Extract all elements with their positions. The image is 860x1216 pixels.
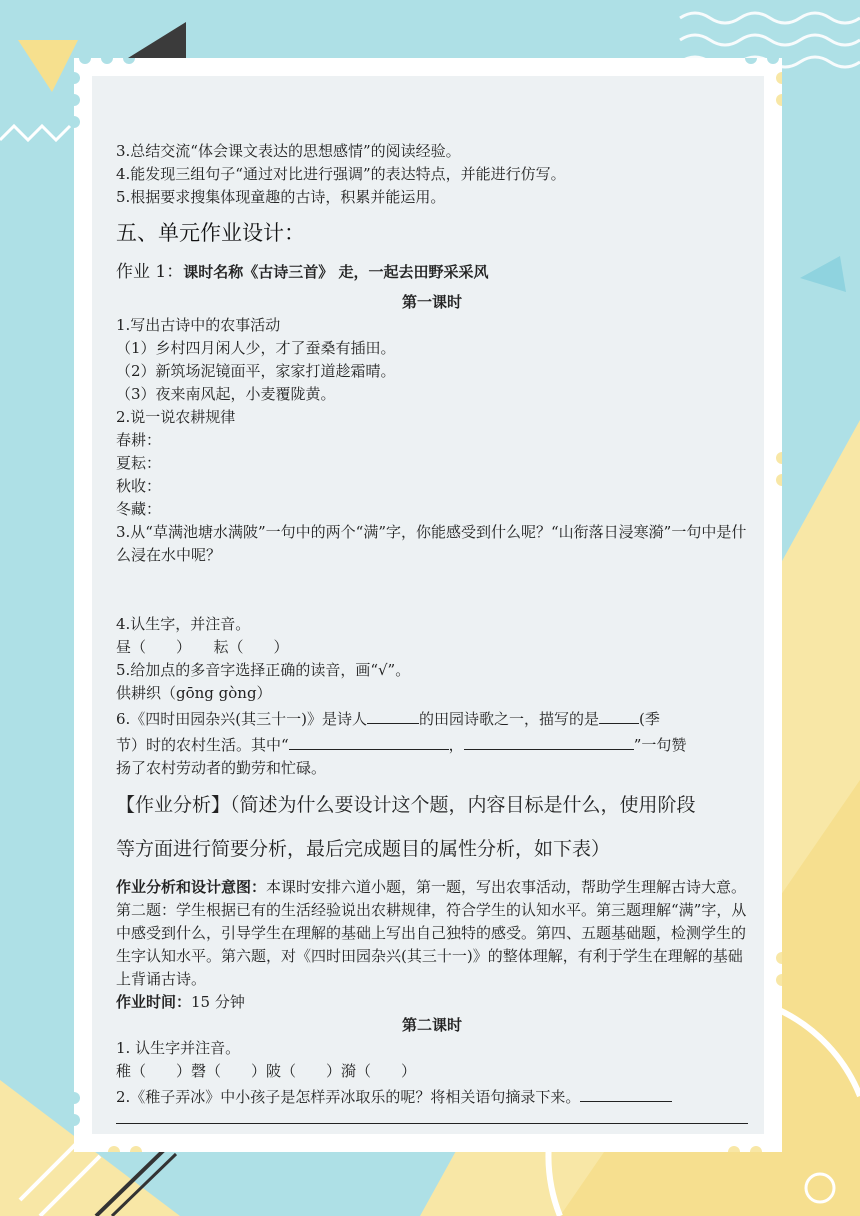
analysis-line2: 等方面进行简要分析，最后完成题目的属性分析，如下表） <box>116 838 611 860</box>
q6-text-a: 6.《四时田园杂兴(其三十一)》是诗人 <box>116 710 368 728</box>
time-value: 15 分钟 <box>191 993 245 1011</box>
lesson2-q1: 1. 认生字并注音。 <box>116 1039 241 1057</box>
lesson1-q2: 2.说一说农耕规律 <box>116 408 236 426</box>
verse-blank-2[interactable] <box>464 731 634 750</box>
yellow-triangle-shape <box>18 40 78 92</box>
time-label: 作业时间： <box>116 993 192 1011</box>
lesson1-q6-line1 <box>116 705 748 731</box>
lesson1-q1-item: （1）乡村四月闲人少，才了蚕桑有插田。 <box>116 339 396 357</box>
lesson1-q1-item: （2）新筑场泥镜面平，家家打道趁霜晴。 <box>116 362 396 380</box>
design-label: 作业分析和设计意图： <box>116 878 267 896</box>
answer-space <box>116 567 748 613</box>
season-spring: 春耕： <box>116 431 162 449</box>
season-autumn: 秋收： <box>116 477 162 495</box>
q6-text-d: 节）时的农村生活。其中“ <box>116 736 289 754</box>
poet-blank[interactable] <box>367 705 419 724</box>
blue-triangle-shape <box>800 256 846 292</box>
design-intent <box>116 876 748 991</box>
homework-prefix: 作业 1： <box>116 262 184 282</box>
excerpt-line[interactable] <box>116 1109 748 1124</box>
lesson1-q1: 1.写出古诗中的农事活动 <box>116 316 281 334</box>
homework-title <box>116 259 748 285</box>
objective-4: 4.能发现三组句子“通过对比进行强调”的表达特点，并能进行仿写。 <box>116 165 566 183</box>
q6-text-f: ”一句赞 <box>633 736 687 754</box>
q6-text-c: (季 <box>639 710 660 728</box>
q6-text-e: ， <box>448 736 464 754</box>
homework-time <box>116 991 748 1014</box>
lesson2-q2 <box>116 1083 748 1109</box>
lesson2-title: 第二课时 <box>401 1016 462 1034</box>
document-content <box>116 140 748 1124</box>
season-summer: 夏耘： <box>116 454 162 472</box>
lesson1-q6-line2 <box>116 731 748 757</box>
excerpt-blank[interactable] <box>580 1083 672 1102</box>
lesson1-q4-chars: 昼（ ） 耘（ ） <box>116 638 289 656</box>
analysis-line1: 【作业分析】（简述为什么要设计这个题，内容目标是什么，使用阶段 <box>116 794 696 816</box>
lesson1-q4: 4.认生字，并注音。 <box>116 615 251 633</box>
lesson2-q2-text: 2.《稚子弄冰》中小孩子是怎样弄冰取乐的呢？将相关语句摘录下来。 <box>116 1088 581 1106</box>
lesson1-q3: 3.从“草满池塘水满陂”一句中的两个“满”字，你能感受到什么呢？“山衔落日浸寒漪”一句中是什么浸在水中呢？ <box>116 523 747 564</box>
lesson1-q5-item: 供耕织（gōng gòng） <box>116 684 272 702</box>
design-text: 本课时安排六道小题，第一题，写出农事活动，帮助学生理解古诗大意。第二题：学生根据已有的生活经验说出农耕规律，符合学生的认知水平。第三题理解“满”字，从中感受到什么，引导学生在理解的基础上写出自己独特的感受。第四、五题基础题，检测学生的生字认知水平。第六题，对《四时田园杂兴(其三十一)》的整体理解，有利于学生在理解的基础上背诵古诗。 <box>116 878 747 988</box>
lesson1-title: 第一课时 <box>401 293 462 311</box>
objective-3: 3.总结交流“体会课文表达的思想感情”的阅读经验。 <box>116 142 461 160</box>
verse-blank-1[interactable] <box>289 731 449 750</box>
season-winter: 冬藏： <box>116 500 162 518</box>
homework-name: 课时名称《古诗三首》 走，一起去田野采采风 <box>183 263 489 281</box>
lesson1-q1-item: （3）夜来南风起，小麦覆陇黄。 <box>116 385 336 403</box>
q6-text-b: 的田园诗歌之一，描写的是 <box>419 710 600 728</box>
section-heading: 五、单元作业设计： <box>116 221 305 245</box>
lesson1-q5: 5.给加点的多音字选择正确的读音，画“√”。 <box>116 661 411 679</box>
lesson1-q6-line3: 扬了农村劳动者的勤劳和忙碌。 <box>116 759 327 777</box>
lesson2-q1-chars: 稚（ ）磬（ ）陂（ ）漪（ ） <box>116 1062 417 1080</box>
season-blank[interactable] <box>599 705 639 724</box>
objective-5: 5.根据要求搜集体现童趣的古诗，积累并能运用。 <box>116 188 446 206</box>
